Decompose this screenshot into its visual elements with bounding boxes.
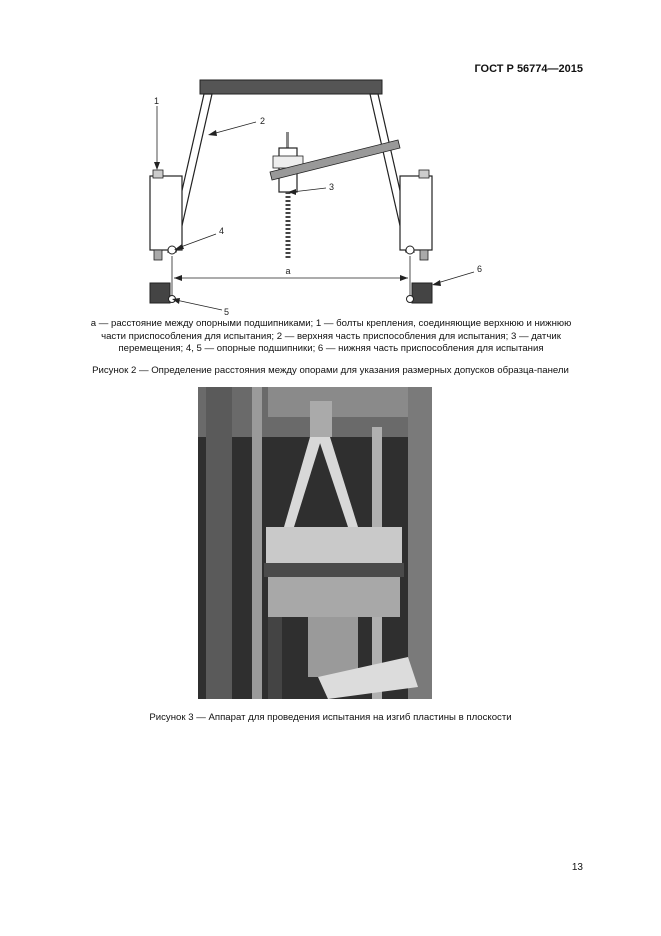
- label-6: 6: [477, 264, 483, 274]
- left-bolt: [153, 170, 163, 178]
- figure-2-diagram: [130, 78, 510, 317]
- label-5: 5: [224, 307, 230, 317]
- standard-code: ГОСТ Р 56774—2015: [474, 63, 583, 75]
- right-block: [400, 176, 432, 250]
- label-a: a: [285, 266, 291, 276]
- label-1: 1: [154, 96, 160, 106]
- lower-right-block: [412, 283, 432, 303]
- label-3: 3: [329, 182, 335, 192]
- right-bolt: [419, 170, 429, 178]
- label-2: 2: [260, 116, 266, 126]
- lower-left-block: [150, 283, 170, 303]
- figure-3-photo: [198, 387, 432, 699]
- page-number: 13: [571, 862, 583, 873]
- top-beam: [200, 80, 382, 94]
- figure-2-title: Рисунок 2 — Определение расстояния между опорами для указания размерных допусков образца-панели: [92, 365, 569, 376]
- figure-2-legend: [72, 318, 590, 356]
- label-4: 4: [219, 226, 225, 236]
- left-block: [150, 176, 182, 250]
- legend-line: а — расстояние между опорными подшипниками; 1 — болты крепления, соединяющие верхнюю и нижнюю: [90, 318, 572, 329]
- figure-3-title: Рисунок 3 — Аппарат для проведения испытания на изгиб пластины в плоскости: [149, 712, 512, 723]
- bearing-4: [168, 246, 176, 254]
- legend-line: части приспособления для испытания; 2 — верхняя часть приспособления для испытания; 3 — датчик: [101, 330, 561, 342]
- legend-line: перемещения; 4, 5 — опорные подшипники; 6 — нижняя часть приспособления для испытания: [118, 343, 544, 354]
